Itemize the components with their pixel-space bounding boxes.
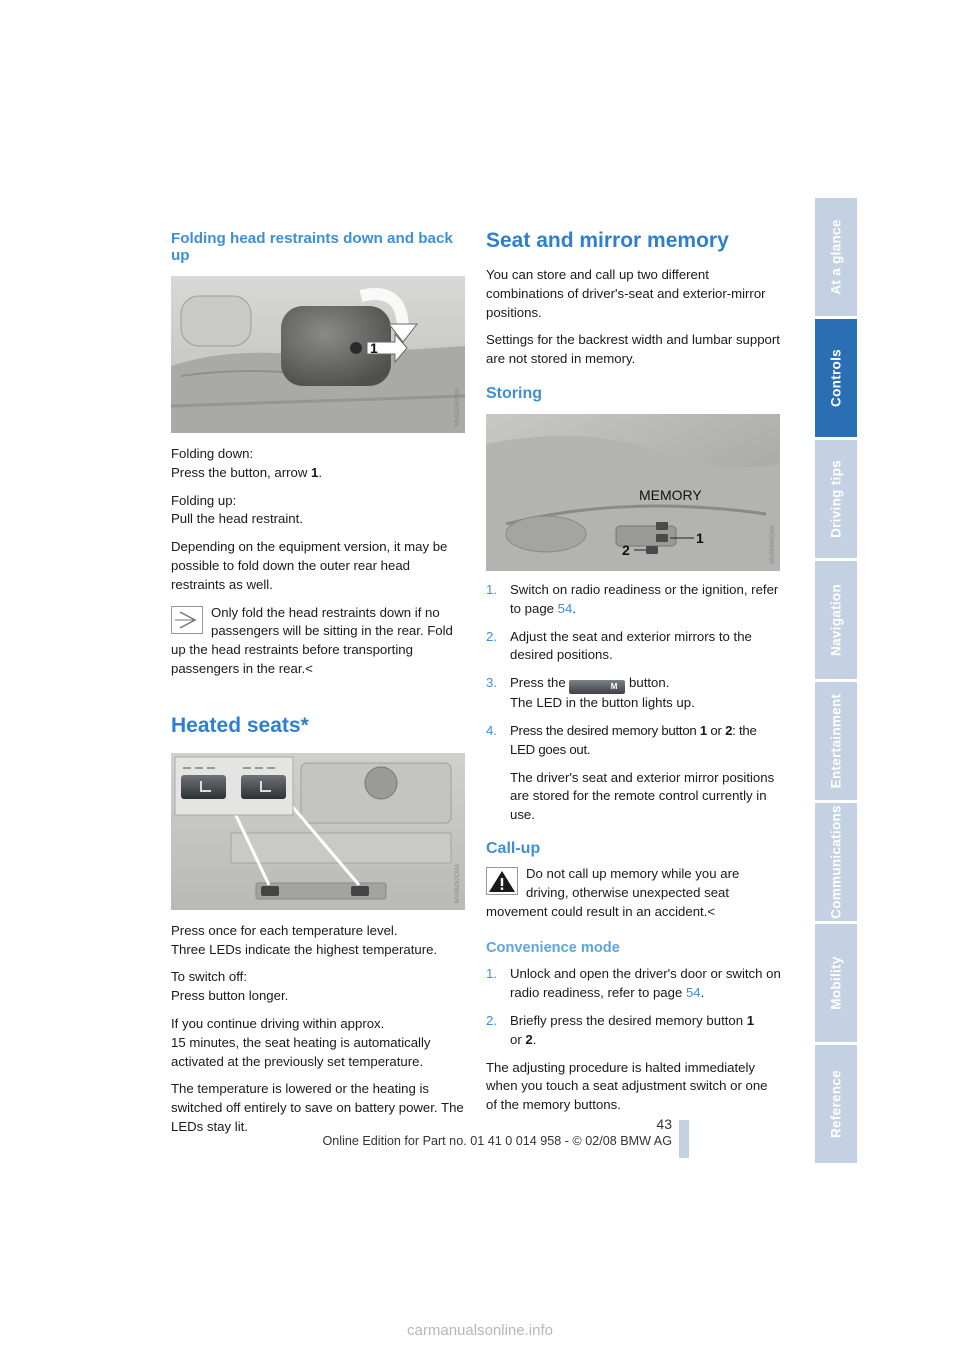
note-arrow-icon bbox=[171, 606, 203, 634]
list-item: 2. Adjust the seat and exterior mirrors to the desired positions. bbox=[486, 628, 752, 663]
tab-entertainment[interactable]: Entertainment bbox=[815, 682, 857, 800]
list-item: 1. Unlock and open the driver's door or switch on radio readiness, refer to page 54. bbox=[486, 966, 781, 1001]
image-code: MV06348CMA bbox=[770, 524, 776, 564]
heading-call-up: Call-up bbox=[486, 839, 541, 857]
heading-convenience-mode: Convenience mode bbox=[486, 940, 620, 957]
storing-steps bbox=[486, 581, 782, 825]
tab-driving-tips[interactable]: Driving tips bbox=[815, 440, 857, 558]
arrow-label: 1 bbox=[370, 340, 378, 356]
page-link[interactable]: 54 bbox=[685, 985, 701, 1001]
tab-controls[interactable]: Controls bbox=[815, 319, 857, 437]
tab-mobility[interactable]: Mobility bbox=[815, 924, 857, 1042]
chapter-tabs bbox=[815, 198, 857, 1166]
switch-off-paragraph: To switch off: Press button longer. bbox=[171, 969, 289, 1004]
memory-image-label: MEMORY bbox=[639, 486, 702, 503]
memory-settings-paragraph: Settings for the backrest width and lumbar support are not stored in memory. bbox=[486, 332, 780, 367]
note-passengers: Only fold the head restraints down if no passengers will be sitting in the rear. Fold up the head restraints before transporting passengers in the rear.< bbox=[171, 604, 453, 676]
heading-seat-mirror-memory: Seat and mirror memory bbox=[486, 229, 729, 252]
image-code: MV06254CMA bbox=[455, 386, 461, 426]
head-restraint-image bbox=[171, 276, 465, 433]
continue-driving-paragraph: If you continue driving within approx. 15 minutes, the seat heating is automatically activated at the previously set temperature. bbox=[171, 1015, 431, 1069]
image-label-2: 2 bbox=[622, 541, 630, 558]
halted-paragraph: The adjusting procedure is halted immediately when you touch a seat adjustment switch or one of the memory buttons. bbox=[486, 1059, 768, 1113]
watermark: carmanualsonline.info bbox=[407, 1322, 553, 1339]
convenience-steps bbox=[486, 965, 782, 1049]
tab-navigation[interactable]: Navigation bbox=[815, 561, 857, 679]
tab-communications[interactable]: Communications bbox=[815, 803, 857, 921]
warning-icon bbox=[486, 867, 518, 895]
tab-reference[interactable]: Reference bbox=[815, 1045, 857, 1163]
equipment-paragraph: Depending on the equipment version, it may be possible to fold down the outer rear head restraints as well. bbox=[171, 539, 448, 592]
image-label-1: 1 bbox=[696, 529, 704, 546]
tab-at-a-glance[interactable]: At a glance bbox=[815, 198, 857, 316]
heated-levels-paragraph: Press once for each temperature level. Three LEDs indicate the highest temperature. bbox=[171, 922, 438, 957]
left-column bbox=[171, 230, 465, 1146]
heated-seats-image bbox=[171, 753, 465, 910]
list-item: 4. Press the desired memory button 1 or 2: the LED goes out. The driver's seat and exterior mirror positions are stored for the remote control currently in use. bbox=[486, 722, 775, 823]
page-number: 43 bbox=[656, 1116, 672, 1132]
list-item: 3. Press the M button. The LED in the button lights up. bbox=[486, 675, 695, 711]
heading-storing: Storing bbox=[486, 384, 542, 402]
image-code: MV06257CMA bbox=[455, 863, 461, 903]
heading-folding-head-restraints: Folding head restraints down and back up bbox=[171, 230, 453, 264]
heading-heated-seats: Heated seats* bbox=[171, 713, 309, 737]
memory-buttons-image bbox=[486, 414, 780, 571]
memory-button-icon: M bbox=[569, 680, 625, 694]
edition-line: Online Edition for Part no. 01 41 0 014 958 - © 02/08 BMW AG bbox=[322, 1134, 672, 1148]
right-column bbox=[486, 228, 782, 1124]
fold-down-paragraph: Folding down: Press the button, arrow 1. bbox=[171, 446, 323, 480]
fold-up-paragraph: Folding up: Pull the head restraint. bbox=[171, 492, 303, 527]
warning-callup: Do not call up memory while you are driving, otherwise unexpected seat movement could result in an accident.< bbox=[486, 865, 740, 919]
memory-intro-paragraph: You can store and call up two different combinations of driver's-seat and exterior-mirror positions. bbox=[486, 267, 766, 320]
page-link[interactable]: 54 bbox=[557, 600, 573, 616]
battery-paragraph: The temperature is lowered or the heating is switched off entirely to save on battery power. The LEDs stay lit. bbox=[171, 1081, 464, 1134]
list-item: 2. Briefly press the desired memory button 1 or 2. bbox=[486, 1012, 755, 1047]
list-item: 1. Switch on radio readiness or the ignition, refer to page 54. bbox=[486, 581, 779, 616]
footer-bar bbox=[679, 1120, 689, 1158]
